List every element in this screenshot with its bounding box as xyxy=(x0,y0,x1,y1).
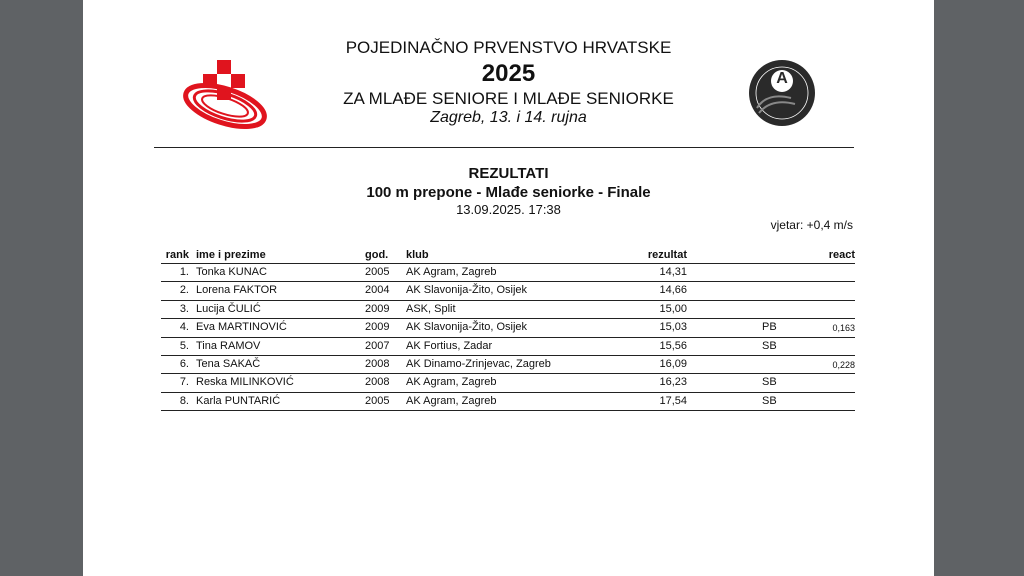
cell-note: SB xyxy=(762,394,777,407)
cell-club: AK Dinamo-Zrinjevac, Zagreb xyxy=(406,357,551,370)
results-table xyxy=(161,247,855,411)
cell-club: AK Slavonija-Žito, Osijek xyxy=(406,321,528,334)
cell-year: 2008 xyxy=(365,376,390,389)
col-club: klub xyxy=(406,249,429,261)
cell-react: 0,228 xyxy=(832,359,855,370)
cell-rank: 1. xyxy=(179,266,189,278)
cell-name: Lorena FAKTOR xyxy=(196,284,278,297)
cell-year: 2009 xyxy=(365,321,390,334)
cell-result: 17,54 xyxy=(659,394,687,407)
event-name: 100 m prepone - Mlađe seniorke - Finale xyxy=(366,184,651,201)
results-title: REZULTATI xyxy=(468,165,549,182)
cell-react: 0,163 xyxy=(832,323,855,334)
cell-club: AK Fortius, Zadar xyxy=(406,339,493,352)
col-rank: rank xyxy=(165,249,189,261)
table-row xyxy=(161,338,855,356)
cell-note: PB xyxy=(762,321,777,334)
table-row xyxy=(161,282,855,300)
cell-result: 15,56 xyxy=(659,339,687,352)
cell-name: Lucija ČULIĆ xyxy=(196,302,261,315)
championship-year: 2025 xyxy=(481,60,536,87)
cell-club: AK Slavonija-Žito, Osijek xyxy=(406,284,528,297)
cell-name: Karla PUNTARIĆ xyxy=(196,394,281,407)
table-row xyxy=(161,264,855,282)
cell-name: Reska MILINKOVIĆ xyxy=(196,376,294,389)
cell-note: SB xyxy=(762,376,777,389)
cell-year: 2008 xyxy=(365,357,390,370)
cell-year: 2005 xyxy=(365,266,390,278)
club-logo-letter: A xyxy=(776,70,788,87)
cell-rank: 5. xyxy=(179,339,189,352)
cell-club: AK Agram, Zagreb xyxy=(406,394,497,407)
col-result: rezultat xyxy=(647,249,687,261)
cell-rank: 2. xyxy=(179,284,189,297)
table-row xyxy=(161,393,855,411)
cell-name: Tina RAMOV xyxy=(196,339,261,352)
col-name: ime i prezime xyxy=(196,249,266,261)
cell-rank: 3. xyxy=(179,302,189,315)
cell-result: 14,66 xyxy=(659,284,687,297)
document-page xyxy=(83,0,934,576)
wind-reading: vjetar: +0,4 m/s xyxy=(770,218,853,232)
club-logo xyxy=(747,58,817,128)
cell-rank: 6. xyxy=(179,357,189,370)
cell-result: 16,09 xyxy=(659,357,687,370)
table-row xyxy=(161,319,855,337)
cell-rank: 7. xyxy=(179,376,189,389)
cell-result: 14,31 xyxy=(659,266,687,278)
cell-rank: 8. xyxy=(179,394,189,407)
cell-club: AK Agram, Zagreb xyxy=(406,376,497,389)
championship-title: POJEDINAČNO PRVENSTVO HRVATSKE xyxy=(345,38,672,57)
championship-location-date: Zagreb, 13. i 14. rujna xyxy=(430,109,587,126)
cell-result: 16,23 xyxy=(659,376,687,389)
cell-year: 2007 xyxy=(365,339,390,352)
cell-name: Tena SAKAČ xyxy=(196,357,261,370)
cell-name: Eva MARTINOVIĆ xyxy=(196,321,287,334)
header-divider xyxy=(154,147,854,148)
col-year: god. xyxy=(365,249,389,261)
cell-year: 2009 xyxy=(365,302,390,315)
table-row xyxy=(161,356,855,374)
table-row xyxy=(161,374,855,392)
cell-club: AK Agram, Zagreb xyxy=(406,266,497,278)
cell-result: 15,00 xyxy=(659,302,687,315)
col-react: react xyxy=(828,249,855,261)
cell-year: 2004 xyxy=(365,284,390,297)
table-row xyxy=(161,301,855,319)
cell-note: SB xyxy=(762,339,777,352)
cell-rank: 4. xyxy=(179,321,189,334)
event-datetime: 13.09.2025. 17:38 xyxy=(456,202,561,217)
cell-club: ASK, Split xyxy=(406,302,456,315)
table-header xyxy=(161,247,855,264)
championship-category: ZA MLAĐE SENIORE I MLAĐE SENIORKE xyxy=(343,89,674,108)
cell-year: 2005 xyxy=(365,394,390,407)
cell-name: Tonka KUNAC xyxy=(196,266,267,278)
cell-result: 15,03 xyxy=(659,321,687,334)
